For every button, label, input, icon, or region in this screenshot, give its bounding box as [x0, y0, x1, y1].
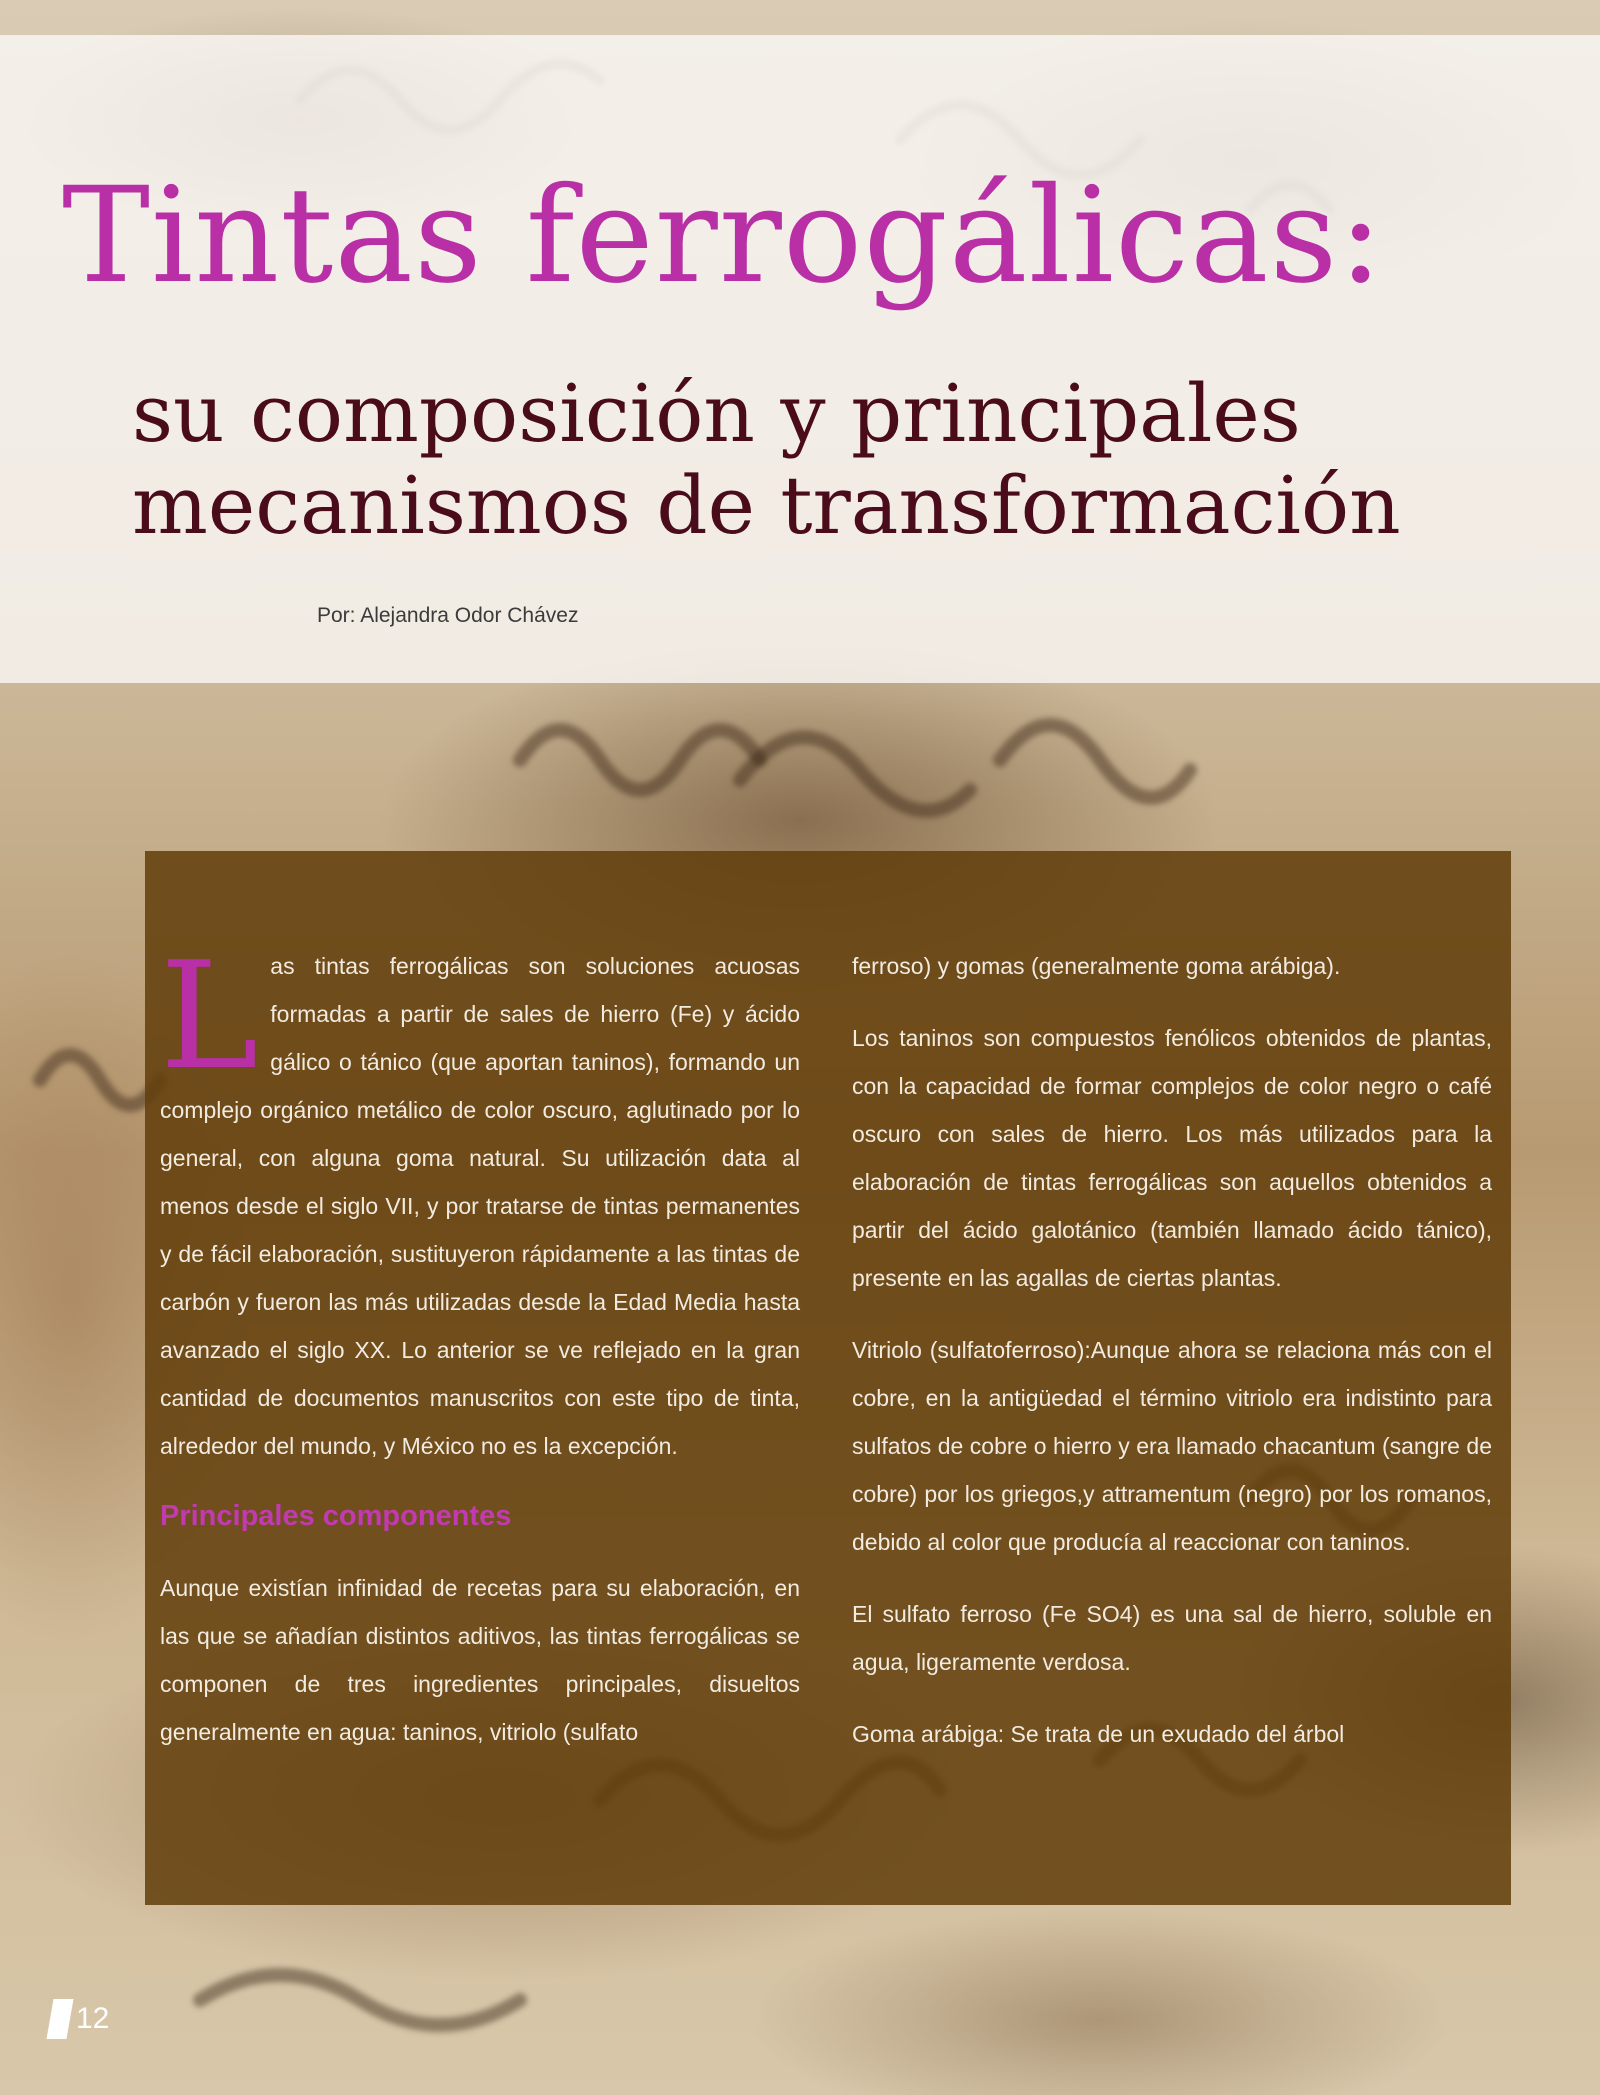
folio-bar-icon [46, 1999, 73, 2039]
section-heading: Principales componentes [160, 1500, 512, 1532]
subtitle-line-2: mecanismos de transformación [132, 459, 1401, 552]
paragraph: Aunque existían infinidad de recetas para su elaboración, en las que se añadían distintos aditivos, las tintas ferrogálicas se componen de tres ingredientes principales, disueltos generalmente en agua: taninos, vitriolo (sulfato [160, 1575, 800, 1745]
page-number: 12 [76, 2002, 110, 2035]
article-column-left [160, 930, 800, 1780]
paragraph: El sulfato ferroso (Fe SO4) es una sal de hierro, soluble en agua, ligeramente verdosa. [852, 1601, 1492, 1675]
subtitle-line-1: su composición y principales [132, 367, 1301, 460]
paragraph: ferroso) y gomas (generalmente goma arábiga). [852, 953, 1341, 979]
paragraph: Los taninos son compuestos fenólicos obtenidos de plantas, con la capacidad de formar complejos de color negro o café oscuro con sales de hierro. Los más utilizados para la elaboración de tintas ferrogálicas son aquellos obtenidos a partir del ácido galotánico (también llamado ácido tánico), presente en las agallas de ciertas plantas. [852, 1025, 1492, 1291]
paragraph: Goma arábiga: Se trata de un exudado del árbol [852, 1721, 1345, 1747]
paragraph: Vitriolo (sulfatoferroso):Aunque ahora se relaciona más con el cobre, en la antigüedad el término vitriolo era indistinto para sulfatos de cobre o hierro y era llamado chacantum (sangre de cobre) por los griegos,y attramentum (negro) por los romanos, debido al color que producía al reaccionar con taninos. [852, 1337, 1492, 1555]
intro-paragraph-text: as tintas ferrogálicas son soluciones acuosas formadas a partir de sales de hierro (Fe) y ácido gálico o tánico (que aportan taninos), formando un complejo orgánico metálico de color oscuro, aglutinado por lo general, con alguna goma natural. Su utilización data al menos desde el siglo VII, y por tratarse de tintas permanentes y de fácil elaboración, sustituyeron rápidamente a las tintas de carbón y fueron las más utilizadas desde la Edad Media hasta avanzado el siglo XX. Lo anterior se ve reflejado en la gran cantidad de documentos manuscritos con este tipo de tinta, alrededor del mundo, y México no es la excepción. [160, 953, 800, 1459]
author-byline: Por: Alejandra Odor Chávez [317, 604, 579, 627]
page-folio [50, 1999, 109, 2039]
header-panel [0, 35, 1600, 683]
article-subtitle [132, 368, 1401, 552]
article-title: Tintas ferrogálicas: [62, 159, 1384, 313]
intro-paragraph [160, 930, 800, 1470]
dropcap-letter: L [160, 930, 259, 1102]
article-column-right [852, 942, 1492, 1782]
